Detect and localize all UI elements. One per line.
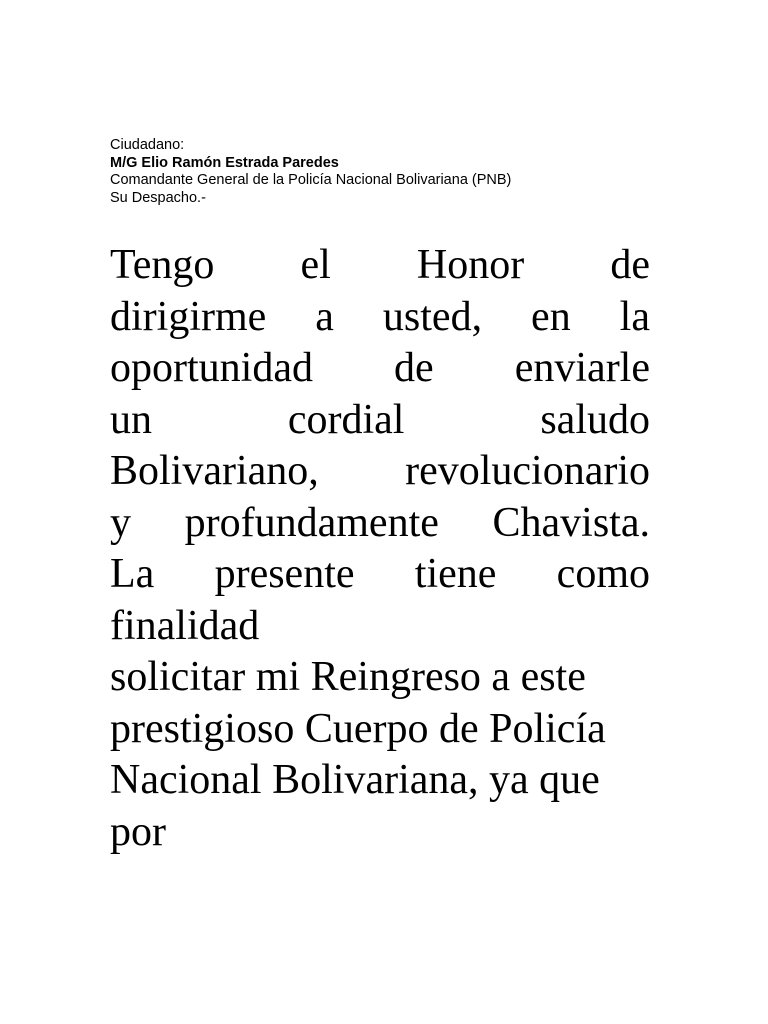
body-line: por [110,808,166,855]
body-line: dirigirme a usted, en la [110,293,650,340]
body-line: oportunidad de enviarle [110,345,650,391]
body-line: La presente tiene como [110,551,650,597]
letter-body [110,240,650,858]
body-line: finalidad [110,602,260,649]
body-line: Nacional Bolivariana, ya que [110,757,600,803]
body-line: prestigioso Cuerpo de Policía [110,705,606,752]
salutation: Ciudadano: [110,137,185,153]
body-line: y profundamente Chavista. [110,499,650,546]
recipient-name: M/G Elio Ramón Estrada Paredes [110,154,339,171]
body-line: Bolivariano, revolucionario [110,448,650,494]
body-line: Tengo el Honor de [110,242,650,288]
closing-line: Su Despacho.- [110,189,206,206]
body-line: solicitar mi Reingreso a este [110,654,586,700]
recipient-title: Comandante General de la Policía Nacional Bolivariana (PNB) [110,172,512,188]
body-line: un cordial saludo [110,396,650,443]
letter-header [110,137,710,207]
